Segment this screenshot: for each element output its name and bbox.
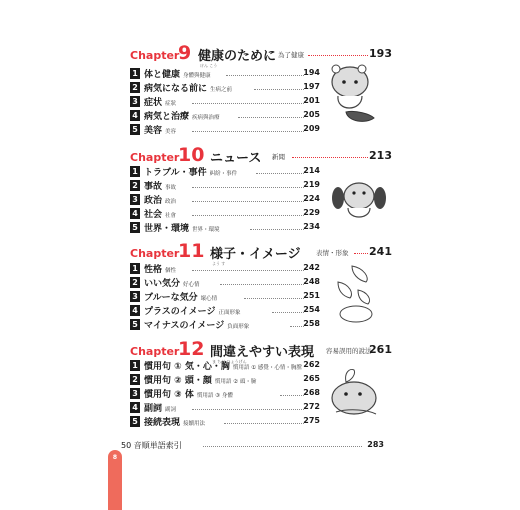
chapter-title[interactable]: 様子・イメージ (210, 247, 301, 262)
item-number-badge: 1 (130, 166, 140, 177)
item-number-badge: 4 (130, 402, 140, 413)
chapter-leader-dots (292, 157, 368, 158)
toc-item[interactable] (130, 305, 320, 318)
page-number-tab (108, 450, 122, 510)
hamster-seed-illustration (326, 368, 382, 420)
hamster-body (348, 208, 370, 217)
item-number-badge: 2 (130, 82, 140, 93)
item-page: 262 (303, 360, 320, 369)
toc-item[interactable] (130, 277, 320, 290)
item-leader-dots (280, 395, 304, 396)
item-title: 副詞 副詞 (144, 404, 177, 414)
item-leader-dots (256, 173, 304, 174)
toc-item[interactable] (130, 208, 320, 221)
item-number-badge: 3 (130, 96, 140, 107)
toc-item[interactable] (130, 388, 320, 401)
index-entry[interactable] (121, 440, 384, 454)
item-leader-dots (192, 201, 304, 202)
item-page: 272 (303, 402, 320, 411)
item-translation: 政治 (165, 199, 177, 205)
item-leader-dots (244, 298, 304, 299)
item-page: 258 (303, 319, 320, 328)
seed-shape (352, 266, 367, 282)
item-translation: 世界・環境 (192, 227, 220, 233)
chapter-number: 9 (178, 42, 192, 64)
item-page: 219 (303, 180, 320, 189)
item-page: 197 (303, 82, 320, 91)
hamster-eye (342, 80, 346, 84)
item-leader-dots (192, 187, 304, 188)
item-page: 214 (303, 166, 320, 175)
item-number-badge: 2 (130, 374, 140, 385)
item-leader-dots (290, 326, 304, 327)
chapter-subtitle: 新聞 (272, 153, 285, 161)
chapter-title[interactable]: 間違えやすい表現 (210, 345, 315, 360)
chapter-number: 12 (178, 338, 205, 360)
toc-item[interactable] (130, 374, 320, 387)
toc-item[interactable] (130, 110, 320, 123)
toc-item[interactable] (130, 180, 320, 193)
item-number-badge: 1 (130, 360, 140, 371)
item-leader-dots (226, 75, 304, 76)
item-page: 224 (303, 194, 320, 203)
item-page: 194 (303, 68, 320, 77)
item-translation: 疾病與治療 (192, 115, 220, 121)
item-translation: 糾紛・事件 (209, 171, 238, 177)
toc-item[interactable] (130, 124, 320, 137)
item-title: 症状 症狀 (144, 98, 177, 108)
item-leader-dots (224, 423, 304, 424)
chapter-page: 193 (369, 47, 392, 60)
hamster-dumbbell-illustration (330, 176, 388, 222)
item-number-badge: 1 (130, 68, 140, 79)
item-page: 275 (303, 416, 320, 425)
item-number-badge: 5 (130, 124, 140, 135)
chapter-label: Chapter (130, 247, 180, 260)
item-page: 205 (303, 110, 320, 119)
item-page: 229 (303, 208, 320, 217)
hamster-eye (354, 80, 358, 84)
item-translation: 慣用語 ② 頭・臉 (214, 379, 257, 385)
item-number-badge: 5 (130, 416, 140, 427)
item-title: 病気になる前に 生病之前 (144, 84, 233, 94)
hamster-eye (344, 392, 348, 396)
toc-item[interactable] (130, 96, 320, 109)
item-number-badge: 4 (130, 110, 140, 121)
item-number-badge: 4 (130, 305, 140, 316)
item-translation: 慣用語 ③ 身體 (196, 393, 233, 399)
toc-item[interactable] (130, 319, 320, 332)
chapter-subtitle: 容易誤用的說法 (326, 347, 372, 355)
item-translation: 身體與健康 (183, 73, 211, 79)
chapter-label: Chapter (130, 49, 180, 62)
item-number-badge: 3 (130, 291, 140, 302)
leaf-shape (346, 111, 374, 121)
item-leader-dots (220, 284, 304, 285)
item-page: 265 (303, 374, 320, 383)
item-title: 世界・環境 世界・環境 (144, 224, 220, 234)
chapter-title[interactable]: 健康のために (198, 49, 277, 64)
chapter-title-ruby: よう す (212, 261, 226, 266)
item-translation: 接續用法 (183, 421, 206, 427)
item-translation: 負面形象 (227, 324, 250, 330)
index-leader-dots (203, 446, 362, 447)
item-number-badge: 2 (130, 277, 140, 288)
item-number-badge: 3 (130, 388, 140, 399)
item-number-badge: 3 (130, 194, 140, 205)
item-leader-dots (192, 131, 304, 132)
item-title: トラブル・事件 糾紛・事件 (144, 168, 238, 178)
item-title: 病気と治療 疾病與治療 (144, 112, 220, 122)
item-translation: 社會 (165, 213, 177, 219)
toc-item[interactable] (130, 166, 320, 179)
toc-item[interactable] (130, 263, 320, 276)
toc-item[interactable] (130, 291, 320, 304)
item-number-badge: 2 (130, 180, 140, 191)
item-number-badge: 1 (130, 263, 140, 274)
item-leader-dots (272, 312, 304, 313)
item-page: 209 (303, 124, 320, 133)
seed-shape (338, 282, 352, 298)
item-translation: 生病之前 (210, 87, 233, 93)
hamster-body (338, 96, 362, 108)
chapter-page: 261 (369, 343, 392, 356)
sprout-icon (346, 370, 355, 383)
index-title: 50 音順単語索引 (121, 441, 182, 450)
toc-item[interactable] (130, 222, 320, 235)
item-title: 美容 美容 (144, 126, 177, 136)
chapter-page: 213 (369, 149, 392, 162)
item-number-badge: 5 (130, 319, 140, 330)
chapter-subtitle: 為了健康 (278, 51, 304, 59)
item-title: 慣用句 ② 頭・顔 慣用語 ② 頭・臉 (144, 376, 257, 386)
item-leader-dots (250, 229, 304, 230)
hamster-ear (332, 65, 340, 73)
chapter-leader-dots (308, 55, 368, 56)
item-translation: 美容 (165, 129, 177, 135)
item-title: プラスのイメージ 正面形象 (144, 307, 241, 317)
hamster-body (332, 382, 376, 414)
seed-shape (358, 290, 370, 304)
chapter-title-ruby: けん こう (200, 63, 218, 68)
item-translation: 好心情 (183, 282, 200, 288)
chapter-label: Chapter (130, 151, 180, 164)
item-title: ブルーな気分 壞心情 (144, 293, 218, 303)
item-translation: 症狀 (165, 101, 177, 107)
item-page: 248 (303, 277, 320, 286)
toc-item[interactable] (130, 416, 320, 429)
item-title: 政治 政治 (144, 196, 177, 206)
item-title: いい気分 好心情 (144, 279, 200, 289)
item-number-badge: 4 (130, 208, 140, 219)
item-page: 201 (303, 96, 320, 105)
item-page: 268 (303, 388, 320, 397)
page-number: 8 (112, 454, 118, 461)
item-translation: 副詞 (165, 407, 177, 413)
chapter-subtitle: 表情・形象 (316, 249, 349, 257)
hamster-body (340, 306, 372, 322)
chapter-number: 10 (178, 144, 205, 166)
item-leader-dots (192, 270, 304, 271)
dumbbell-weight (374, 187, 386, 209)
item-page: 242 (303, 263, 320, 272)
chapter-page: 241 (369, 245, 392, 258)
item-leader-dots (192, 215, 304, 216)
item-translation: 慣用語 ① 感覺・心情・胸膛 (232, 365, 302, 371)
item-translation: 正面形象 (218, 310, 241, 316)
seed-mood-illustration (330, 262, 380, 324)
item-leader-dots (238, 117, 304, 118)
chapter-title-ruby: ま ちが ひょうげん (212, 359, 247, 364)
index-page: 283 (367, 440, 384, 449)
hamster-eye (358, 392, 362, 396)
chapter-leader-dots (354, 253, 368, 254)
chapter-label: Chapter (130, 345, 180, 358)
item-title: 事故 事故 (144, 182, 177, 192)
item-title: 社会 社會 (144, 210, 177, 220)
chapter-number: 11 (178, 240, 205, 262)
item-page: 254 (303, 305, 320, 314)
item-translation: 個性 (165, 268, 177, 274)
item-leader-dots (254, 89, 304, 90)
item-number-badge: 5 (130, 222, 140, 233)
item-leader-dots (192, 409, 304, 410)
item-leader-dots (192, 103, 304, 104)
item-translation: 壞心情 (200, 296, 218, 302)
toc-item[interactable] (130, 360, 320, 373)
item-page: 251 (303, 291, 320, 300)
item-translation: 事故 (165, 185, 177, 191)
item-title: マイナスのイメージ 負面形象 (144, 321, 250, 331)
item-title: 慣用句 ③ 体 慣用語 ③ 身體 (144, 390, 233, 400)
hamster-illustration (326, 60, 380, 132)
item-title: 体と健康 身體與健康 (144, 70, 211, 80)
dumbbell-weight (332, 187, 344, 209)
hamster-eye (362, 191, 365, 194)
toc-item[interactable] (130, 194, 320, 207)
hamster-ear (358, 65, 366, 73)
hamster-head (344, 183, 374, 209)
hamster-eye (352, 191, 355, 194)
toc-item[interactable] (130, 68, 320, 81)
chapter-title[interactable]: ニュース (210, 151, 262, 166)
item-title: 慣用句 ① 気・心・胸 慣用語 ① 感覺・心情・胸膛 (144, 362, 302, 372)
item-title: 接続表現 接續用法 (144, 418, 206, 428)
toc-item[interactable] (130, 82, 320, 95)
item-page: 234 (303, 222, 320, 231)
toc-item[interactable] (130, 402, 320, 415)
item-title: 性格 個性 (144, 265, 177, 275)
